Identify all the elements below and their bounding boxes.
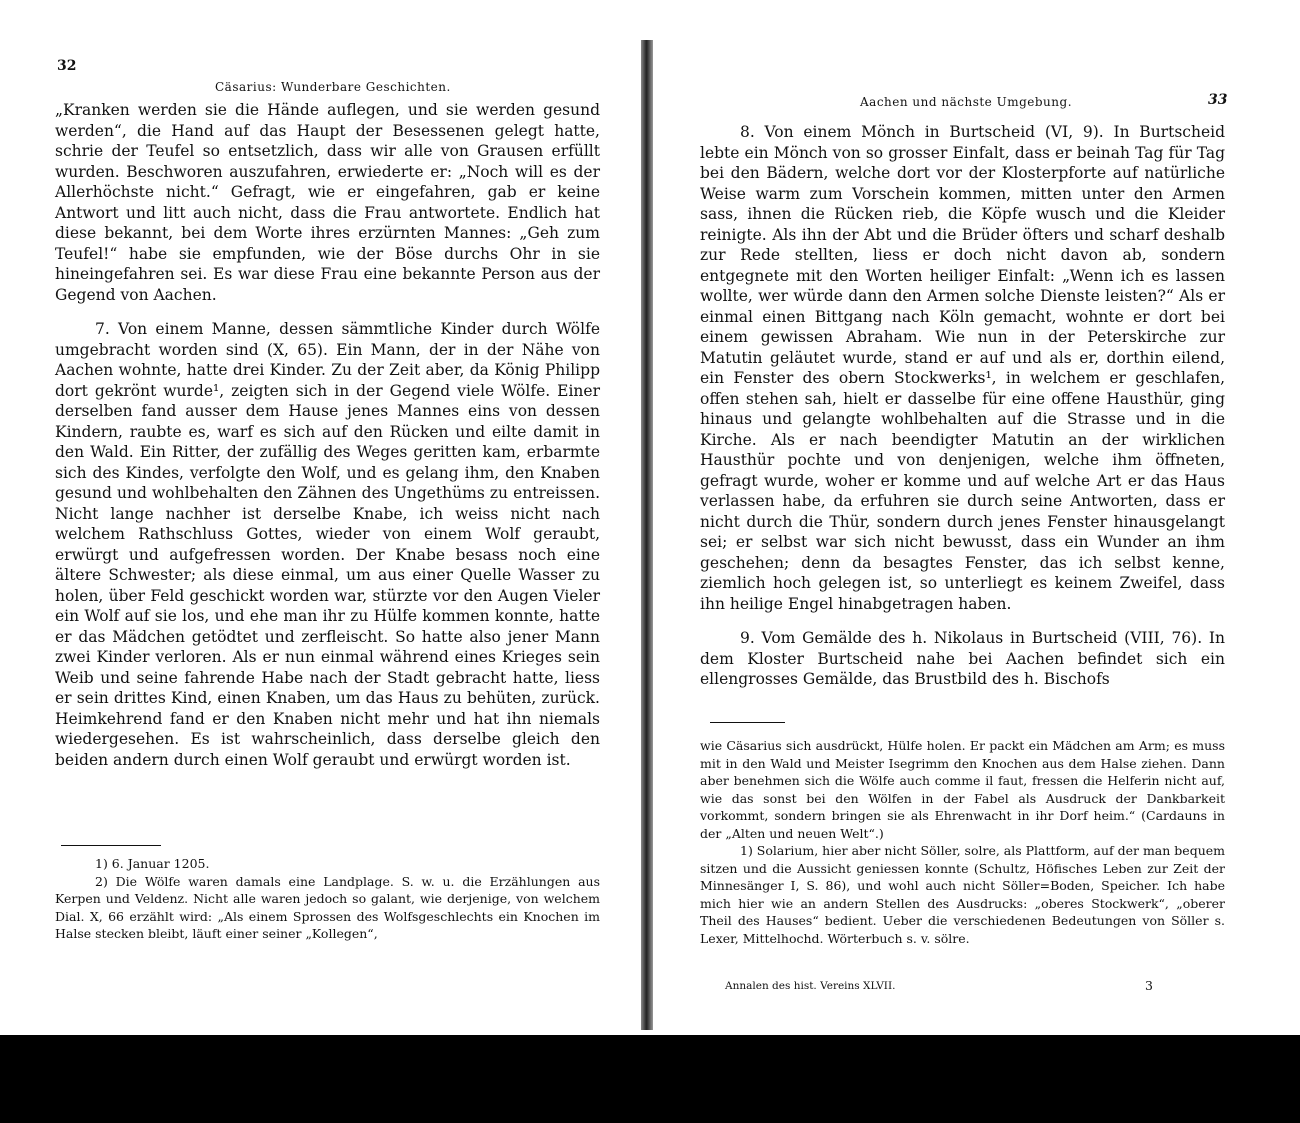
footnote-rule	[710, 722, 785, 723]
bottom-black-bar	[0, 1035, 1300, 1123]
continuation-paragraph: „Kranken werden sie die Hände auflegen, und sie werden gesund werden“, die Hand auf das Haupt der Besessenen gelegt hatte, schrie der Teufel so entsetzlich, dass wir alle von Grausen erfüllt wurden. Beschworen auszufahren, erwiederte er: „Noch will es der Allerhöchste nicht.“ Gefragt, wie er eingefahren, gab er keine Antwort und litt auch nicht, dass die Frau antwortete. Endlich hat diese bekannt, bei dem Worte ihres erzürnten Mannes: „Geh zum Teufel!“ habe sie empfunden, wie der Böse durchs Ohr in sie hineingefahren sei. Es war diese Frau eine bekannte Person aus der Gegend von Aachen.	[55, 101, 600, 304]
right-body	[700, 122, 1225, 690]
running-head: Cäsarius: Wunderbare Geschichten.	[215, 80, 451, 94]
section-8-paragraph: 8. Von einem Mönch in Burtscheid (VI, 9). In Burtscheid lebte ein Mönch von so grosser Einfalt, dass er beinah Tag für Tag bei den Bädern, welche dort vor der Klosterpforte auf natürliche Weise warm zum Vorschein kommen, mitten unter den Armen sass, ihnen die Rücken rieb, die Köpfe wusch und die Kleider reinigte. Als ihn der Abt und die Brüder öfters und scharf deshalb zur Rede stellten, liess er doch nicht davon ab, sondern entgegnete mit den Worten heiliger Einfalt: „Wenn ich es lassen wollte, wer würde dann den Armen solche Dienste leisten?“ Als er einmal einen Bittgang nach Köln gemacht, wohnte er dort bei einem gewissen Abraham. Wie nun in der Peterskirche zur Matutin geläutet wurde, stand er auf und als er, dorthin eilend, ein Fenster des obern Stockwerks¹, in welchem er geschlafen, offen stehen sah, hielt er dasselbe für eine offene Hausthür, ging hinaus und gelangte wohlbehalten auf die Strasse und in die Kirche. Als er nach beendigter Matutin an der wirklichen Hausthür pochte und von denjenigen, welche ihm öffneten, gefragt wurde, woher er komme und auf welche Art er das Haus verlassen habe, da erfuhren sie durch seine Antworten, dass er nicht durch die Thür, sondern durch jenes Fenster hinausgelangt sei; er selbst war sich nicht bewusst, dass ein Wunder an ihm geschehen; denn da besagtes Fenster, das ich selbst kenne, ziemlich hoch gelegen ist, so unterliegt es keinem Zweifel, dass ihn heilige Engel hinabgetragen haben.	[700, 123, 1225, 613]
left-body	[55, 100, 600, 770]
page-number: 32	[57, 58, 77, 74]
right-page	[700, 40, 1228, 1030]
left-footnotes	[55, 855, 600, 943]
sheet-number: 3	[1145, 978, 1153, 993]
footnote-continuation: wie Cäsarius sich ausdrückt, Hülfe holen. Er packt ein Mädchen am Arm; es muss mit in den Wald und Meister Isegrimm den Knochen aus dem Halse ziehen. Dann aber benehmen sich die Wölfe auch comme il faut, fressen die Helferin nicht auf, wie das sonst bei den Wölfen in der Fabel als Ausdruck der Dankbarkeit vorkommt, sondern bringen sie als Ehrenwacht in ihr Dorf heim.“ (Cardauns in der „Alten und neuen Welt“.)	[700, 738, 1225, 841]
left-page	[55, 40, 600, 1030]
signature-line: Annalen des hist. Vereins XLVII.	[725, 980, 896, 992]
book-spine	[641, 40, 653, 1030]
section-9-paragraph: 9. Vom Gemälde des h. Nikolaus in Burtscheid (VIII, 76). In dem Kloster Burtscheid nahe bei Aachen befindet sich ein ellengrosses Gemälde, das Brustbild des h. Bischofs	[700, 629, 1225, 688]
footnote-1: 1) Solarium, hier aber nicht Söller, solre, als Plattform, auf der man bequem sitzen und die Aussicht geniessen konnte (Schultz, Höfisches Leben zur Zeit der Minnesänger I, S. 86), und wohl auch nicht Söller=Boden, Speicher. Ich habe mich hier wie an andern Stellen des Ausdrucks: „oberes Stockwerk“, „oberer Theil des Hauses“ bedient. Ueber die verschiedenen Bedeutungen von Söller s. Lexer, Mittelhochd. Wörterbuch s. v. sölre.	[700, 843, 1225, 946]
right-footnotes	[700, 737, 1225, 947]
page-number: 33	[1208, 92, 1228, 108]
footnote-1: 1) 6. Januar 1205.	[95, 856, 210, 871]
running-head: Aachen und nächste Umgebung.	[860, 95, 1073, 109]
footnote-rule	[61, 845, 161, 846]
section-7-paragraph: 7. Von einem Manne, dessen sämmtliche Kinder durch Wölfe umgebracht worden sind (X, 65). Ein Mann, der in der Nähe von Aachen wohnte, hatte drei Kinder. Zu der Zeit aber, da König Philipp dort gekrönt wurde¹, zeigten sich in der Gegend viele Wölfe. Einer derselben fand ausser dem Hause jenes Mannes eins von dessen Kindern, raubte es, warf es sich auf den Rücken und eilte damit in den Wald. Ein Ritter, der zufällig des Weges geritten kam, erbarmte sich des Kindes, verfolgte den Wolf, und es gelang ihm, den Knaben gesund und wohlbehalten den Zähnen des Ungethüms zu entreissen. Nicht lange nachher ist derselbe Knabe, ich weiss nicht nach welchem Rathschluss Gottes, wieder von einem Wolf geraubt, erwürgt und aufgefressen worden. Der Knabe besass noch eine ältere Schwester; als diese einmal, um aus einer Quelle Wasser zu holen, über Feld geschickt worden war, stürzte vor den Augen Vieler ein Wolf auf sie los, und ehe man ihr zu Hülfe kommen konnte, hatte er das Mädchen getödtet und zerfleischt. So hatte also jener Mann zwei Kinder verloren. Als er nun einmal während eines Krieges sein Weib und seine fahrende Habe nach der Stadt gebracht hatte, liess er sein drittes Kind, einen Knaben, um das Haus zu behüten, zurück. Heimkehrend fand er den Knaben nicht mehr und hat ihn niemals wiedergesehen. Es ist wahrscheinlich, dass derselbe gleich den beiden andern durch einen Wolf geraubt und erwürgt worden ist.	[55, 320, 600, 769]
footnote-2: 2) Die Wölfe waren damals eine Landplage. S. w. u. die Erzählungen aus Kerpen und Veldenz. Nicht alle waren jedoch so galant, wie derjenige, von welchem Dial. X, 66 erzählt wird: „Als einem Sprossen des Wolfsgeschlechts ein Knochen im Halse stecken bleibt, läuft einer seiner „Kollegen“,	[55, 873, 600, 941]
